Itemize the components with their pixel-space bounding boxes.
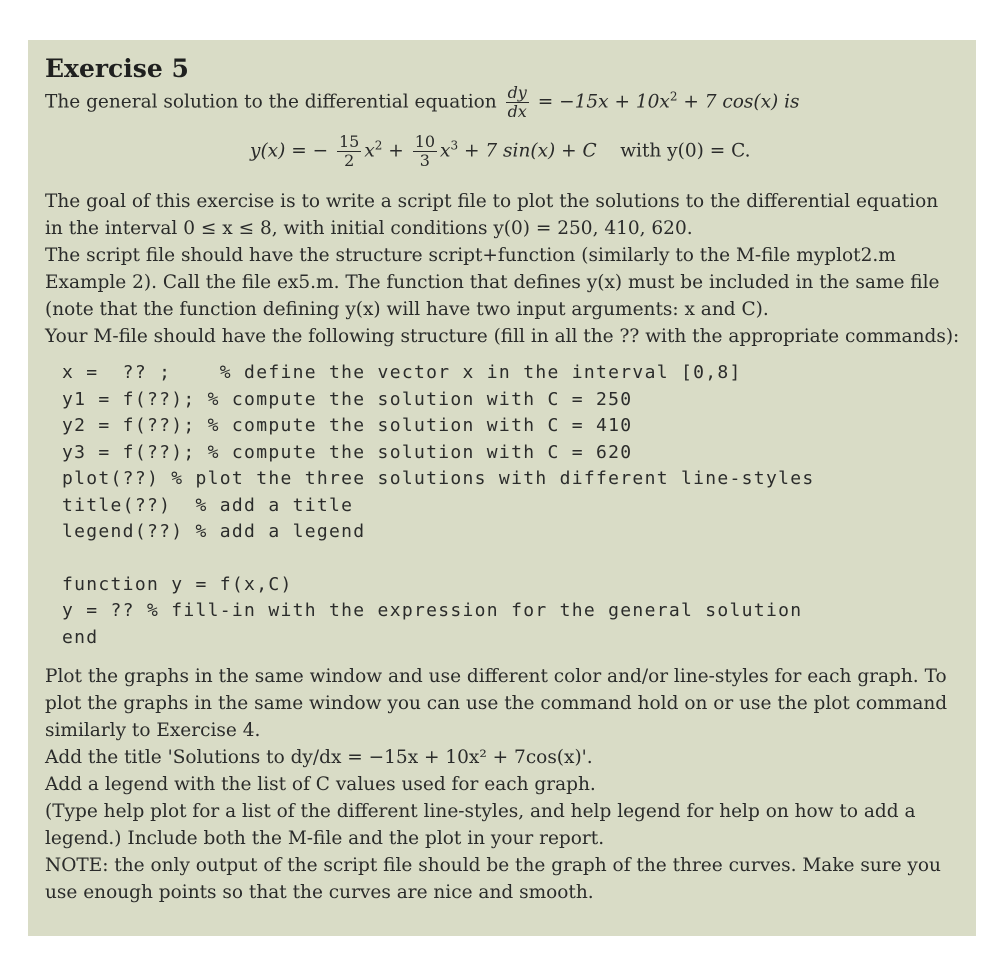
equation-rhs-tail: + 7 cos(x) is xyxy=(677,91,800,113)
code-line: x = ?? ; % define the vector x in the interval [0,8] xyxy=(62,362,742,383)
code-line: y2 = f(??); % compute the solution with C = 410 xyxy=(62,415,633,436)
code-line: plot(??) % plot the three solutions with different line-styles xyxy=(62,468,815,489)
derivative-numerator: dy xyxy=(507,83,527,102)
equation-rhs: = −15x + 10x xyxy=(537,91,670,113)
plus-sign: + xyxy=(382,140,410,162)
fraction-15-2-den: 2 xyxy=(344,151,355,170)
derivative-denominator: dx xyxy=(507,102,527,121)
term2-exponent: 3 xyxy=(450,138,459,153)
para1-line-2: in the interval 0 ≤ x ≤ 8, with initial conditions y(0) = 250, 410, 620. xyxy=(45,218,693,239)
para1-line-6: Your M-file should have the following structure (fill in all the ?? with the appropriate commands): xyxy=(45,326,960,347)
para2-line-9: use enough points so that the curves are nice and smooth. xyxy=(45,882,594,903)
code-line: y3 = f(??); % compute the solution with C = 620 xyxy=(62,441,633,463)
para1-line-3: The script file should have the structure script+function (similarly to the M-file myplot2.m xyxy=(45,245,896,266)
fraction-15-2 xyxy=(337,133,361,170)
instructions-paragraph xyxy=(45,188,958,350)
exercise-sheet xyxy=(28,40,976,936)
code-line: y1 = f(??); % compute the solution with C = 250 xyxy=(62,388,633,410)
code-line: end xyxy=(62,626,99,648)
para2-line-7: legend.) Include both the M-file and the plot in your report. xyxy=(45,828,605,849)
derivative-fraction xyxy=(506,84,529,121)
para2-line-4: Add the title 'Solutions to dy/dx = −15x + 10x² + 7cos(x)'. xyxy=(45,747,593,768)
code-line: y = ?? % fill-in with the expression for the general solution xyxy=(62,600,803,621)
para1-line-4: Example 2). Call the file ex5.m. The function that defines y(x) must be included in the same file xyxy=(45,272,940,293)
para2-line-2: plot the graphs in the same window you can use the command hold on or use the plot command xyxy=(45,693,948,714)
fraction-15-2-num: 15 xyxy=(338,132,360,151)
intro-line xyxy=(45,84,958,121)
code-line: legend(??) % add a legend xyxy=(62,521,366,542)
para2-line-3: similarly to Exercise 4. xyxy=(45,720,261,741)
fraction-10-3 xyxy=(413,133,437,170)
para2-line-8: NOTE: the only output of the script file should be the graph of the three curves. Make sure you xyxy=(45,855,941,876)
fraction-10-3-num: 10 xyxy=(414,132,436,151)
code-line: function y = f(x,C) xyxy=(62,573,293,595)
para2-line-6: (Type help plot for a list of the different line-styles, and help legend for help on how to add a xyxy=(45,801,916,822)
para2-line-1: Plot the graphs in the same window and use different color and/or line-styles for each graph. To xyxy=(45,666,947,687)
term1-exponent: 2 xyxy=(374,138,383,153)
equation-rhs-exponent: 2 xyxy=(669,89,678,104)
plotting-instructions xyxy=(45,663,958,906)
exercise-title: Exercise 5 xyxy=(45,54,189,83)
code-blank-line xyxy=(62,546,958,572)
solution-tail: + 7 sin(x) + C xyxy=(458,140,597,162)
para2-line-5: Add a legend with the list of C values used for each graph. xyxy=(45,774,596,795)
general-solution xyxy=(250,133,958,170)
para1-line-1: The goal of this exercise is to write a script file to plot the solutions to the differential equation xyxy=(45,191,939,212)
fraction-10-3-den: 3 xyxy=(419,151,430,170)
intro-prefix: The general solution to the differential equation xyxy=(45,91,497,113)
code-block xyxy=(62,360,958,651)
solution-lhs: y(x) = − xyxy=(250,140,329,162)
term1: x xyxy=(364,140,375,162)
term2: x xyxy=(440,140,451,162)
para1-line-5: (note that the function defining y(x) will have two input arguments: x and C). xyxy=(45,299,769,320)
code-line: title(??) % add a title xyxy=(62,494,354,516)
initial-condition: with y(0) = C. xyxy=(620,140,751,162)
